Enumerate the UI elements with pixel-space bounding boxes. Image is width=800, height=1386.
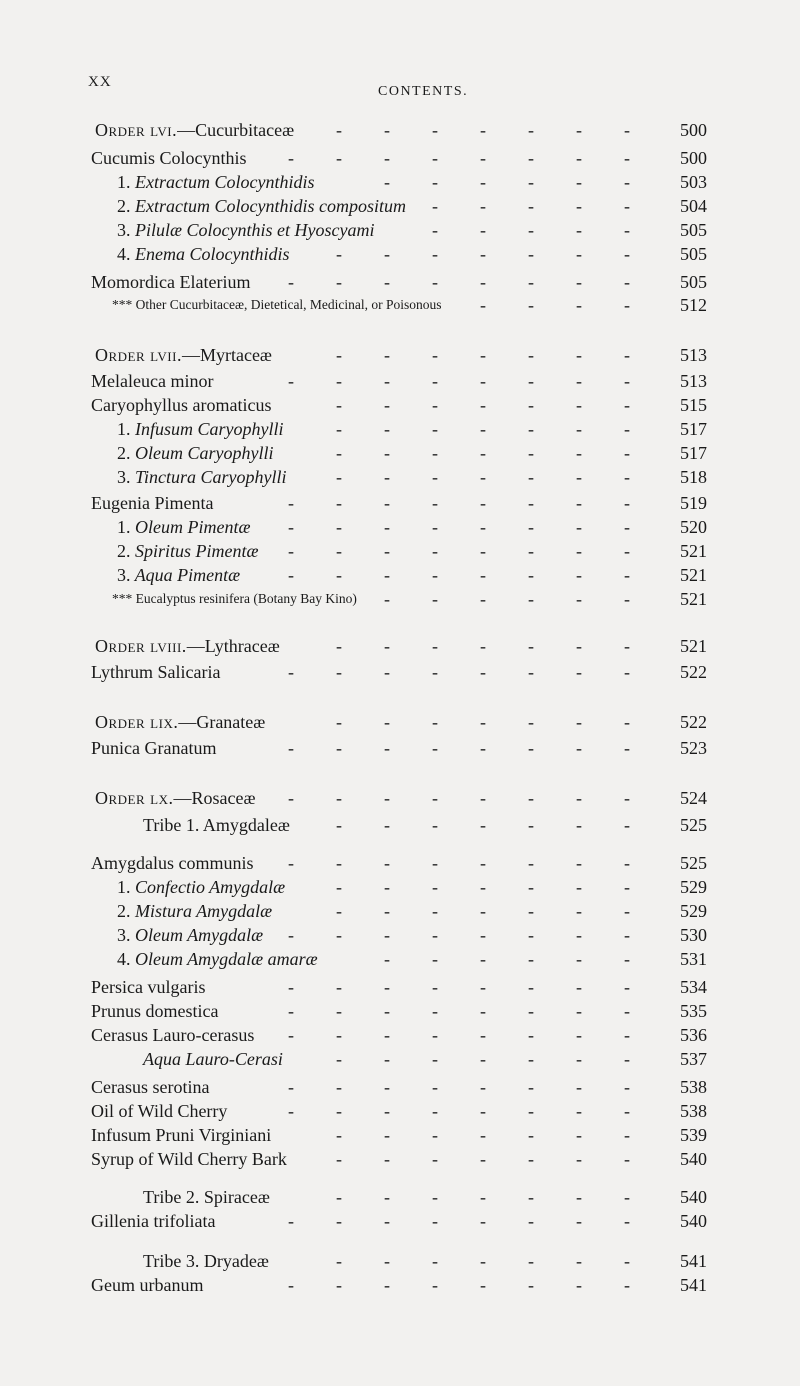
item-number: 2. xyxy=(117,196,131,216)
tribe-heading: Tribe 2. Spiraceæ xyxy=(143,1187,270,1207)
drug-title: Caryophyllus aromaticus xyxy=(91,395,272,415)
toc-entry: 3. Oleum Amygdalæ - - - - - - - - 530 xyxy=(117,925,707,945)
page-ref: 517 xyxy=(680,419,707,439)
preparation-title: Aqua Pimentæ xyxy=(134,565,241,585)
drug-title: Prunus domestica xyxy=(91,1001,219,1021)
preparation-entry xyxy=(117,242,289,266)
toc-entry: 2. Oleum Caryophylli - - - - - - - 517 xyxy=(117,443,707,463)
page-ref: 521 xyxy=(680,541,707,561)
preparation-entry xyxy=(117,947,318,971)
preparation-title: Enema Colocynthidis xyxy=(135,244,290,264)
toc-entry: Cerasus Lauro-cerasus - - - - - - - - 536 xyxy=(91,1025,707,1045)
order-family: —Lythraceæ xyxy=(186,636,280,656)
preparation-entry xyxy=(117,515,250,539)
order-label: Order lx. xyxy=(95,788,174,808)
page-ref: 505 xyxy=(680,220,707,240)
page-ref: 522 xyxy=(680,712,707,732)
drug-title: Gillenia trifoliata xyxy=(91,1211,216,1231)
preparation-title: Oleum Caryophylli xyxy=(135,443,274,463)
toc-entry: Cerasus serotina - - - - - - - - 538 xyxy=(91,1077,707,1097)
item-number: 1. xyxy=(117,419,131,439)
preparation-entry xyxy=(117,465,287,489)
page-ref: 541 xyxy=(680,1251,707,1271)
preparation-title: Oleum Pimentæ xyxy=(135,517,251,537)
drug-title: Cerasus Lauro-cerasus xyxy=(91,1025,255,1045)
order-label: Order lvi. xyxy=(95,120,178,140)
page-ref: 530 xyxy=(680,925,707,945)
preparation-title: Tinctura Caryophylli xyxy=(135,467,287,487)
page-ref: 538 xyxy=(680,1101,707,1121)
page-ref: 521 xyxy=(680,589,707,609)
item-number: 3. xyxy=(117,925,131,945)
toc-entry: 2. Mistura Amygdalæ - - - - - - - 529 xyxy=(117,901,707,921)
page-ref: 523 xyxy=(680,738,707,758)
toc-entry: *** Other Cucurbitaceæ, Dietetical, Medicinal, or Poisonous - - - - 512 xyxy=(112,295,707,315)
toc-entry: Tribe 3. Dryadeæ - - - - - - - 541 xyxy=(143,1251,707,1271)
page-ref: 521 xyxy=(680,636,707,656)
preparation-title: Oleum Amygdalæ amaræ xyxy=(135,949,318,969)
page-ref: 524 xyxy=(680,788,707,808)
toc-entry: Order lvii.—Myrtaceæ - - - - - - - 513 xyxy=(95,345,707,365)
page-ref: 500 xyxy=(680,148,707,168)
toc-entry: Eugenia Pimenta - - - - - - - - 519 xyxy=(91,493,707,513)
preparation-entry xyxy=(117,923,263,947)
item-number: 4. xyxy=(117,949,131,969)
running-head: CONTENTS. xyxy=(378,84,469,99)
item-number: 3. xyxy=(117,220,131,240)
page-ref: 505 xyxy=(680,244,707,264)
toc-entry: 2. Spiritus Pimentæ - - - - - - - - 521 xyxy=(117,541,707,561)
page-ref: 529 xyxy=(680,901,707,921)
toc-entry: 1. Confectio Amygdalæ - - - - - - - 529 xyxy=(117,877,707,897)
toc-entry: Amygdalus communis - - - - - - - - 525 xyxy=(91,853,707,873)
drug-title: Cerasus serotina xyxy=(91,1077,210,1097)
preparation-entry xyxy=(117,170,314,194)
preparation-entry xyxy=(117,539,259,563)
toc-entry: Melaleuca minor - - - - - - - - 513 xyxy=(91,371,707,391)
order-family: —Granateæ xyxy=(178,712,266,732)
toc-entry: 3. Aqua Pimentæ - - - - - - - - 521 xyxy=(117,565,707,585)
drug-title: Amygdalus communis xyxy=(91,853,254,873)
toc-entry: Cucumis Colocynthis - - - - - - - - 500 xyxy=(91,148,707,168)
page-ref: 512 xyxy=(680,295,707,315)
page-ref: 540 xyxy=(680,1211,707,1231)
preparation-entry xyxy=(117,899,272,923)
preparation-title: Oleum Amygdalæ xyxy=(135,925,264,945)
preparation-title: Infusum Caryophylli xyxy=(135,419,284,439)
page-ref: 537 xyxy=(680,1049,707,1069)
order-label: Order lix. xyxy=(95,712,179,732)
toc-entry: 3. Pilulæ Colocynthis et Hyoscyami - - - - - 505 xyxy=(117,220,707,240)
page-ref: 505 xyxy=(680,272,707,292)
toc-entry: Lythrum Salicaria - - - - - - - - 522 xyxy=(91,662,707,682)
page-ref: 522 xyxy=(680,662,707,682)
toc-entry: 4. Oleum Amygdalæ amaræ - - - - - - 531 xyxy=(117,949,707,969)
page-ref: 519 xyxy=(680,493,707,513)
preparation-title: Spiritus Pimentæ xyxy=(135,541,259,561)
drug-title: Punica Granatum xyxy=(91,738,217,758)
page-ref: 535 xyxy=(680,1001,707,1021)
page-ref: 504 xyxy=(680,196,707,216)
drug-title: Melaleuca minor xyxy=(91,371,214,391)
item-number: 2. xyxy=(117,541,131,561)
toc-entry: Momordica Elaterium - - - - - - - - 505 xyxy=(91,272,707,292)
drug-title: Geum urbanum xyxy=(91,1275,204,1295)
page-ref: 529 xyxy=(680,877,707,897)
toc-entry: Infusum Pruni Virginiani - - - - - - - 539 xyxy=(91,1125,707,1145)
preparation-entry xyxy=(117,417,284,441)
tribe-heading: Tribe 1. Amygdaleæ xyxy=(143,815,290,835)
order-heading xyxy=(95,634,280,658)
order-label: Order lvii. xyxy=(95,345,182,365)
preparation-title: Extractum Colocynthidis xyxy=(135,172,315,192)
toc-entry: Tribe 2. Spiraceæ - - - - - - - 540 xyxy=(143,1187,707,1207)
toc-entry: 3. Tinctura Caryophylli - - - - - - - 518 xyxy=(117,467,707,487)
page-ref: 500 xyxy=(680,120,707,140)
page-ref: 541 xyxy=(680,1275,707,1295)
page-ref: 513 xyxy=(680,371,707,391)
item-number: 1. xyxy=(117,877,131,897)
item-number: 3. xyxy=(117,565,131,585)
order-heading xyxy=(95,786,255,810)
page-ref: 518 xyxy=(680,467,707,487)
page-ref: 513 xyxy=(680,345,707,365)
page-ref: 520 xyxy=(680,517,707,537)
preparation-entry xyxy=(117,441,273,465)
toc-entry: Order lix.—Granateæ - - - - - - - 522 xyxy=(95,712,707,732)
page-ref: 525 xyxy=(680,815,707,835)
toc-entry: Geum urbanum - - - - - - - - 541 xyxy=(91,1275,707,1295)
page-ref: 525 xyxy=(680,853,707,873)
drug-title: Cucumis Colocynthis xyxy=(91,148,247,168)
preparation-title: Pilulæ Colocynthis et Hyoscyami xyxy=(135,220,375,240)
item-number: 2. xyxy=(117,443,131,463)
preparation-title: Mistura Amygdalæ xyxy=(135,901,273,921)
drug-title: Syrup of Wild Cherry Bark xyxy=(91,1149,287,1169)
toc-entry: Order lx.—Rosaceæ - - - - - - - - 524 xyxy=(95,788,707,808)
page-ref: 531 xyxy=(680,949,707,969)
order-family: —Myrtaceæ xyxy=(181,345,272,365)
drug-title: Lythrum Salicaria xyxy=(91,662,221,682)
toc-entry: 4. Enema Colocynthidis - - - - - - - 505 xyxy=(117,244,707,264)
item-number: 4. xyxy=(117,244,131,264)
drug-title: Eugenia Pimenta xyxy=(91,493,214,513)
note-entry: *** Other Cucurbitaceæ, Dietetical, Medicinal, or Poisonous xyxy=(112,297,442,312)
preparation-entry xyxy=(117,218,374,242)
order-label: Order lviii. xyxy=(95,636,187,656)
toc-entry: Persica vulgaris - - - - - - - - 534 xyxy=(91,977,707,997)
preparation-entry xyxy=(117,563,240,587)
page-ref: 538 xyxy=(680,1077,707,1097)
order-family: —Rosaceæ xyxy=(173,788,256,808)
page-ref: 534 xyxy=(680,977,707,997)
item-number: 2. xyxy=(117,901,131,921)
item-number: 1. xyxy=(117,172,131,192)
page-ref: 521 xyxy=(680,565,707,585)
item-number: 1. xyxy=(117,517,131,537)
drug-title: Infusum Pruni Virginiani xyxy=(91,1125,272,1145)
drug-title: Persica vulgaris xyxy=(91,977,206,997)
page-number: XX xyxy=(88,74,112,90)
toc-entry: Tribe 1. Amygdaleæ - - - - - - - 525 xyxy=(143,815,707,835)
page-ref: 540 xyxy=(680,1187,707,1207)
note-entry: *** Eucalyptus resinifera (Botany Bay Kino) xyxy=(112,591,357,606)
toc-entry: Order lviii.—Lythraceæ - - - - - - - 521 xyxy=(95,636,707,656)
preparation-title: Extractum Colocynthidis compositum xyxy=(135,196,406,216)
page-ref: 517 xyxy=(680,443,707,463)
toc-entry: 1. Infusum Caryophylli - - - - - - - 517 xyxy=(117,419,707,439)
order-family: —Cucurbitaceæ xyxy=(177,120,295,140)
page-ref: 536 xyxy=(680,1025,707,1045)
order-heading xyxy=(95,118,294,142)
toc-entry: Prunus domestica - - - - - - - - 535 xyxy=(91,1001,707,1021)
order-heading xyxy=(95,710,265,734)
page-ref: 540 xyxy=(680,1149,707,1169)
tribe-heading: Tribe 3. Dryadeæ xyxy=(143,1251,269,1271)
page-ref: 503 xyxy=(680,172,707,192)
order-heading xyxy=(95,343,272,367)
item-number: 3. xyxy=(117,467,131,487)
preparation-title: Confectio Amygdalæ xyxy=(135,877,286,897)
toc-entry: 2. Extractum Colocynthidis compositum - - - - - 504 xyxy=(117,196,707,216)
toc-entry: Punica Granatum - - - - - - - - 523 xyxy=(91,738,707,758)
preparation-entry xyxy=(117,194,406,218)
preparation-title: Aqua Lauro-Cerasi xyxy=(143,1049,283,1069)
toc-entry: Order lvi.—Cucurbitaceæ - - - - - - - 500 xyxy=(95,120,707,140)
preparation-entry xyxy=(117,875,285,899)
toc-entry: Aqua Lauro-Cerasi - - - - - - - 537 xyxy=(143,1049,707,1069)
toc-entry: Gillenia trifoliata - - - - - - - - 540 xyxy=(91,1211,707,1231)
toc-entry: 1. Oleum Pimentæ - - - - - - - - 520 xyxy=(117,517,707,537)
toc-entry: Caryophyllus aromaticus - - - - - - - 515 xyxy=(91,395,707,415)
toc-entry: 1. Extractum Colocynthidis - - - - - - 503 xyxy=(117,172,707,192)
drug-title: Oil of Wild Cherry xyxy=(91,1101,228,1121)
drug-title: Momordica Elaterium xyxy=(91,272,251,292)
page-ref: 539 xyxy=(680,1125,707,1145)
page-ref: 515 xyxy=(680,395,707,415)
toc-entry: Oil of Wild Cherry - - - - - - - - 538 xyxy=(91,1101,707,1121)
toc-entry: *** Eucalyptus resinifera (Botany Bay Kino) - - - - - - 521 xyxy=(112,589,707,609)
toc-entry: Syrup of Wild Cherry Bark - - - - - - - 540 xyxy=(91,1149,707,1169)
